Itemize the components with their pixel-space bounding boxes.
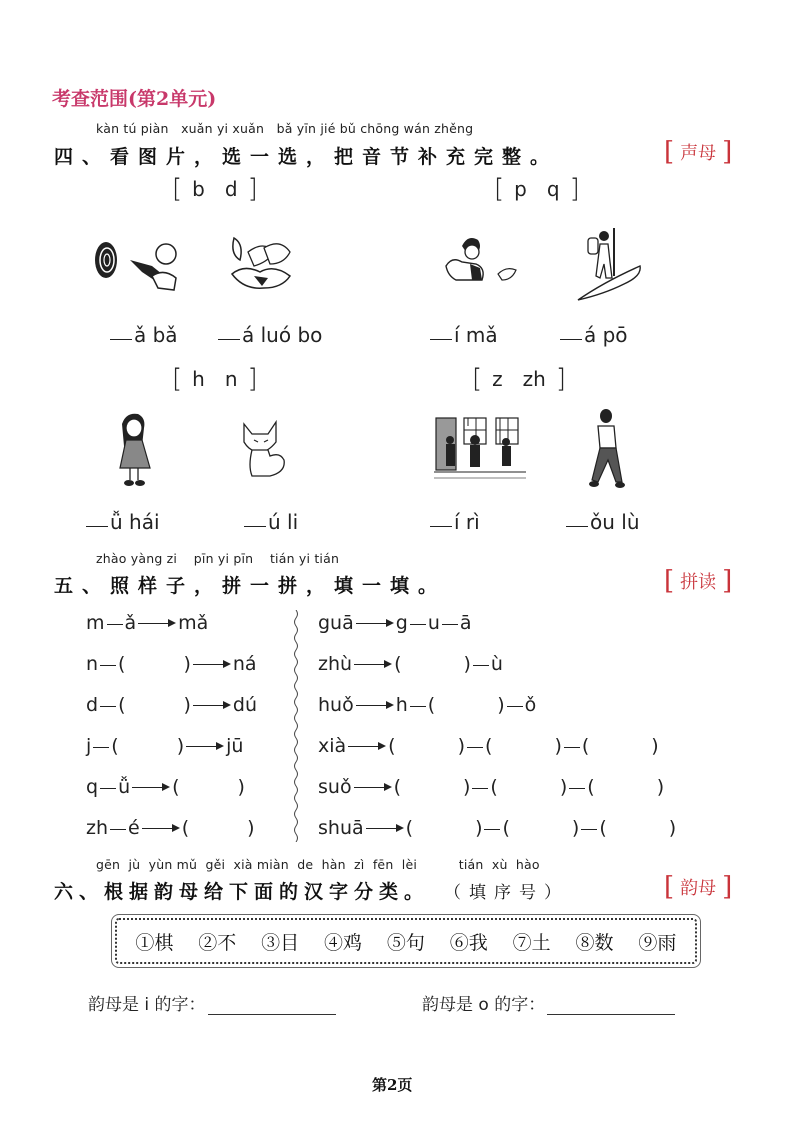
char-option: ⑦土 [512,931,551,954]
pinyin-part: d [86,694,99,716]
option: zh [522,367,546,391]
arrow-icon [193,700,231,710]
paren: ( [394,653,402,675]
fill-item-horse [430,323,498,347]
syllable-rest: í mǎ [454,323,498,347]
pinyin-part: jū [226,735,244,757]
exercise-row [318,653,503,675]
paren: ) [463,653,471,675]
char-option: ⑧数 [575,931,614,954]
char-option: ②不 [198,931,237,954]
dash [569,788,585,789]
arrow-icon [354,659,392,669]
paren: ( [111,735,119,757]
syllable-rest: ú li [268,510,299,534]
pinyin-part: zhù [318,653,353,675]
answer-i-label: 韵母是 i 的字： [88,995,206,1015]
pinyin-part: h [395,694,408,716]
pinyin-part: ǚ [118,776,131,798]
wavy-divider [293,610,299,842]
char-option: ⑥我 [449,931,488,954]
blank-input[interactable] [430,338,452,340]
dash [472,788,488,789]
syllable-rest: ǎ bǎ [134,323,178,347]
dash [410,624,426,625]
answer-i [88,990,336,1015]
exercise-row [86,653,257,675]
paren: ) [571,817,580,839]
unit-scope-label: 考查范围(第2单元) [52,88,217,110]
paren: ( [181,817,190,839]
option: z [492,367,503,391]
blank-input[interactable] [244,525,266,527]
dash [100,706,116,707]
paren: ( [490,776,498,798]
paren: ( [172,776,180,798]
syllable-rest: á luó bo [242,323,323,347]
blank-input[interactable] [430,525,452,527]
pinyin-part: suǒ [318,776,352,798]
char-option: ①棋 [135,931,174,954]
blank-input[interactable] [566,525,588,527]
dash [581,829,597,830]
dash [100,788,116,789]
blank-input[interactable] [218,338,240,340]
paren: ) [668,817,677,839]
option: q [546,177,560,201]
paren: ( [599,817,607,839]
arrow-icon [354,782,392,792]
paren: ( [581,735,590,757]
syllable-rest: á pō [584,323,628,347]
arrow-icon [356,700,394,710]
paren: ) [554,735,562,757]
paren: ) [475,817,483,839]
paren: ) [237,776,245,798]
page-number: 第2页 [372,1076,413,1094]
arrow-icon [186,741,224,751]
exercise-row [86,817,255,839]
paren: ) [176,735,185,757]
dash [410,706,426,707]
section6-tag-text: 韵母 [680,878,717,899]
pinyin-part: ǎ [124,612,137,634]
arrow-icon [356,618,394,628]
pinyin-part: m [86,612,105,634]
paren: ( [502,817,510,839]
char-option: ⑨雨 [638,931,677,954]
arrow-icon [138,618,176,628]
pinyin-part: xià [318,735,347,757]
pinyin-part: g [395,612,408,634]
students-on-duty-picture [434,416,526,482]
pinyin-part: n [86,653,99,675]
target-shooting-picture [92,232,182,292]
fill-item-walk [566,510,640,534]
paren: ) [559,776,568,798]
exercise-row [318,694,536,716]
dash [484,829,500,830]
pinyin-part: mǎ [178,612,209,634]
answer-o [422,990,675,1015]
character-options-box [115,918,697,964]
arrow-icon [348,741,386,751]
option: n [224,367,238,391]
dash [100,665,116,666]
section6-subtitle: （填序号） [444,883,569,903]
paren: ( [427,694,436,716]
paren: ( [388,735,396,757]
rabbit-radish-picture [224,234,296,292]
dash [564,747,580,748]
section4-tag-text: 声母 [680,143,717,164]
paren: ) [497,694,505,716]
fill-item-radish [218,323,322,347]
exercise-row [86,735,243,757]
pinyin-part: j [86,735,92,757]
options-b-d: [ b d ] [172,174,258,204]
char-option: ④鸡 [324,931,363,954]
pinyin-part: shuā [318,817,364,839]
pinyin-part: huǒ [318,694,354,716]
section5-tag: [ 拼读 ] [664,566,733,596]
char-option: ⑤句 [386,931,425,954]
pinyin-part: guā [318,612,354,634]
syllable-rest: ǚ hái [110,510,160,534]
section5-pinyin: zhào yàng zi pīn yi pīn tián yi tián [96,551,340,566]
pinyin-part: dú [232,694,258,716]
paren: ( [405,817,414,839]
dash [110,829,126,830]
man-walking-picture [588,408,628,490]
section4-title: 四、看图片，选一选，把音节补充完整。 [54,146,559,168]
options-h-n: [ h n ] [172,364,258,394]
paren: ) [183,694,191,716]
blank-input[interactable] [560,338,582,340]
pinyin-part: zh [86,817,109,839]
answer-o-label: 韵母是 o 的字： [422,995,546,1015]
paren: ( [587,776,595,798]
answer-o-input[interactable] [547,996,675,1015]
pinyin-part: ná [232,653,257,675]
syllable-rest: í rì [454,510,480,534]
paren: ( [118,653,126,675]
paren: ) [463,776,471,798]
blank-input[interactable] [86,525,108,527]
fill-item-fox [244,510,298,534]
pinyin-part: ǒ [524,694,537,716]
fill-item-girl [86,510,160,534]
options-p-q: [ p q ] [494,174,580,204]
exercise-row [318,817,676,839]
paren: ) [247,817,255,839]
option: d [224,177,238,201]
girl-picture [116,412,156,488]
paren: ) [651,735,659,757]
pinyin-part: q [86,776,99,798]
exercise-row [86,612,208,634]
fill-item-slope [560,323,628,347]
syllable-rest: ǒu lù [590,510,640,534]
paren: ( [393,776,401,798]
arrow-icon [132,782,170,792]
paren: ( [485,735,493,757]
dash [467,747,483,748]
section5-title: 五、照样子，拼一拼，填一填。 [54,575,447,597]
section4-pinyin: kàn tú piàn xuǎn yi xuǎn bǎ yīn jié bǔ chōng wán zhěng [96,121,474,136]
fox-picture [240,420,288,480]
pinyin-part: é [128,817,140,839]
fill-item-target [110,323,178,347]
section5-tag-text: 拼读 [680,572,717,593]
exercise-row [86,694,257,716]
arrow-icon [193,659,231,669]
dash [442,624,458,625]
section6-title: 六、根据韵母给下面的汉字分类。 [54,881,430,903]
answer-i-input[interactable] [208,996,336,1015]
blank-input[interactable] [110,338,132,340]
section4-tag: [ 声母 ] [664,137,733,167]
pinyin-part: u [427,612,440,634]
exercise-row [318,735,659,757]
exercise-row [318,612,472,634]
hiker-climbing-slope-picture [574,226,644,302]
exercise-row [86,776,245,798]
arrow-icon [142,823,180,833]
dash [107,624,123,625]
options-z-zh: [ z zh ] [472,364,566,394]
fill-item-duty [430,510,480,534]
paren: ) [457,735,466,757]
dash [473,665,489,666]
boy-riding-horse-picture [442,234,522,290]
option: h [192,367,205,391]
pinyin-part: ù [490,653,503,675]
paren: ) [656,776,665,798]
dash [93,747,109,748]
dash [507,706,523,707]
paren: ) [183,653,191,675]
section6-pinyin: gēn jù yùn mǔ gěi xià miàn de hàn zì fēn lèi tián xù hào [96,857,540,872]
pinyin-part: ā [459,612,472,634]
option: p [514,177,527,201]
arrow-icon [366,823,404,833]
char-option: ③目 [261,931,300,954]
option: b [192,177,205,201]
paren: ( [118,694,126,716]
exercise-row [318,776,664,798]
section6-tag: [ 韵母 ] [664,872,733,902]
